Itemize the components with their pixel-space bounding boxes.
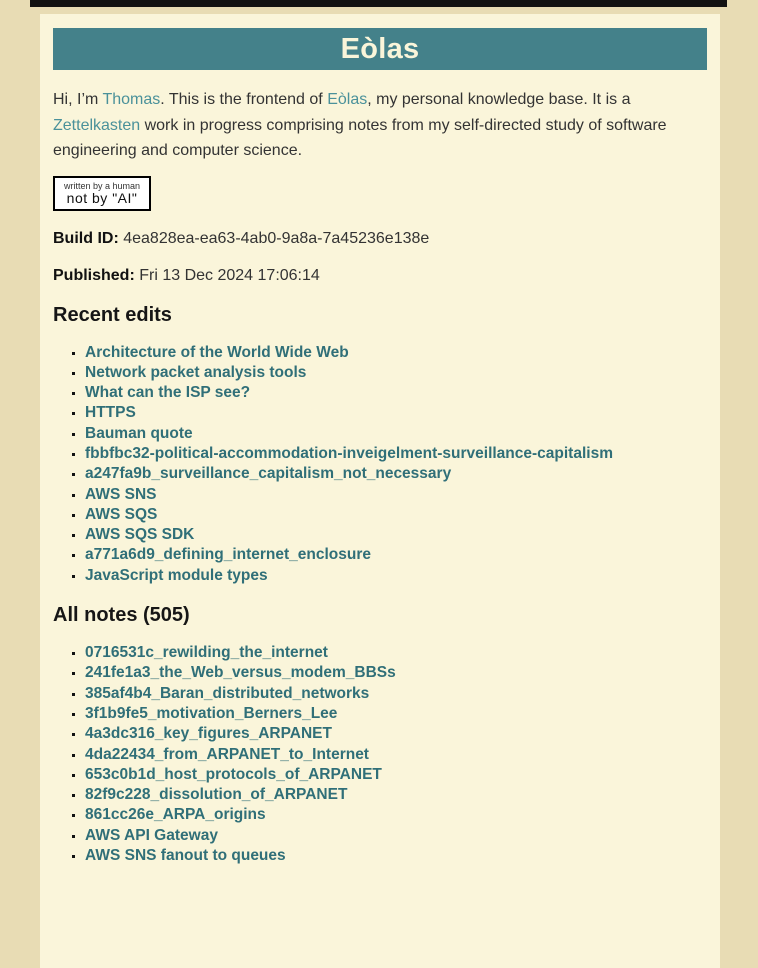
note-link[interactable]: 241fe1a3_the_Web_versus_modem_BBSs <box>85 664 396 682</box>
note-list-item <box>85 485 707 505</box>
note-list-item <box>85 704 707 724</box>
note-link[interactable]: Network packet analysis tools <box>85 363 307 381</box>
note-link[interactable]: HTTPS <box>85 404 136 422</box>
note-link[interactable]: AWS SQS SDK <box>85 526 195 544</box>
note-link[interactable]: 4a3dc316_key_figures_ARPANET <box>85 725 332 743</box>
intro-link[interactable]: Eòlas <box>327 91 368 108</box>
note-list-item <box>85 444 707 464</box>
all-notes-heading: All notes (505) <box>53 604 190 627</box>
intro-link[interactable]: Zettelkasten <box>53 116 141 134</box>
note-list-item <box>85 826 707 846</box>
note-list-item <box>85 525 707 545</box>
human-made-badge[interactable] <box>53 176 151 211</box>
note-link[interactable]: a771a6d9_defining_internet_enclosure <box>85 546 372 564</box>
top-accent-bar <box>30 0 727 7</box>
published-row <box>53 267 707 285</box>
note-list-item <box>85 785 707 805</box>
badge-line-1: written by a human <box>64 180 141 191</box>
note-list-item <box>85 663 707 683</box>
note-link[interactable]: 861cc26e_ARPA_origins <box>85 806 266 824</box>
note-list-item <box>85 545 707 565</box>
intro-text: Hi, I’m <box>53 91 103 108</box>
note-link[interactable]: AWS API Gateway <box>85 826 218 844</box>
recent-edits-list <box>53 343 707 587</box>
note-link[interactable]: AWS SNS <box>85 485 157 503</box>
note-list-item <box>85 424 707 444</box>
note-list-item <box>85 684 707 704</box>
note-list-item <box>85 745 707 765</box>
intro-text: work in progress comprising notes from my self-directed study of software engineering and computer science. <box>53 116 667 159</box>
build-id-label: Build ID: <box>53 229 119 247</box>
published-label: Published: <box>53 266 135 284</box>
note-link[interactable]: What can the ISP see? <box>85 384 251 402</box>
intro-link[interactable]: Thomas <box>102 91 161 108</box>
note-list-item <box>85 464 707 484</box>
note-link[interactable]: 4da22434_from_ARPANET_to_Internet <box>85 745 369 763</box>
content-area <box>40 14 720 968</box>
note-link[interactable]: 0716531c_rewilding_the_internet <box>85 644 328 662</box>
note-list-item <box>85 805 707 825</box>
note-link[interactable]: a247fa9b_surveillance_capitalism_not_necessary <box>85 465 452 483</box>
note-link[interactable]: 385af4b4_Baran_distributed_networks <box>85 684 370 702</box>
note-list-item <box>85 343 707 363</box>
note-list-item <box>85 505 707 525</box>
intro-text: , my personal knowledge base. It is a <box>367 91 631 108</box>
note-link[interactable]: Architecture of the World Wide Web <box>85 343 349 361</box>
note-list-item <box>85 765 707 785</box>
note-link[interactable]: 82f9c228_dissolution_of_ARPANET <box>85 786 348 804</box>
note-list-item <box>85 383 707 403</box>
note-link[interactable]: Bauman quote <box>85 424 193 442</box>
note-link[interactable]: AWS SQS <box>85 505 158 523</box>
note-link[interactable]: AWS SNS fanout to queues <box>85 847 286 865</box>
recent-edits-heading: Recent edits <box>53 303 172 326</box>
note-link[interactable]: fbbfbc32-political-accommodation-inveigelment-surveillance-capitalism <box>85 444 613 462</box>
note-list-item <box>85 846 707 866</box>
build-id-value: 4ea828ea-ea63-4ab0-9a8a-7a45236e138e <box>123 229 430 247</box>
build-id-row <box>53 230 707 248</box>
badge-line-2: not by "AI" <box>66 189 138 206</box>
note-list-item <box>85 403 707 423</box>
page-title: Eòlas <box>340 32 420 65</box>
intro-paragraph <box>53 87 707 164</box>
note-link[interactable]: 3f1b9fe5_motivation_Berners_Lee <box>85 704 338 722</box>
all-notes-list <box>53 643 707 866</box>
intro-text: . This is the frontend of <box>160 91 328 108</box>
note-list-item <box>85 724 707 744</box>
published-value: Fri 13 Dec 2024 17:06:14 <box>139 266 320 284</box>
note-list-item <box>85 566 707 586</box>
note-list-item <box>85 643 707 663</box>
note-list-item <box>85 363 707 383</box>
note-link[interactable]: JavaScript module types <box>85 566 268 584</box>
site-header <box>53 28 707 70</box>
note-link[interactable]: 653c0b1d_host_protocols_of_ARPANET <box>85 765 382 783</box>
